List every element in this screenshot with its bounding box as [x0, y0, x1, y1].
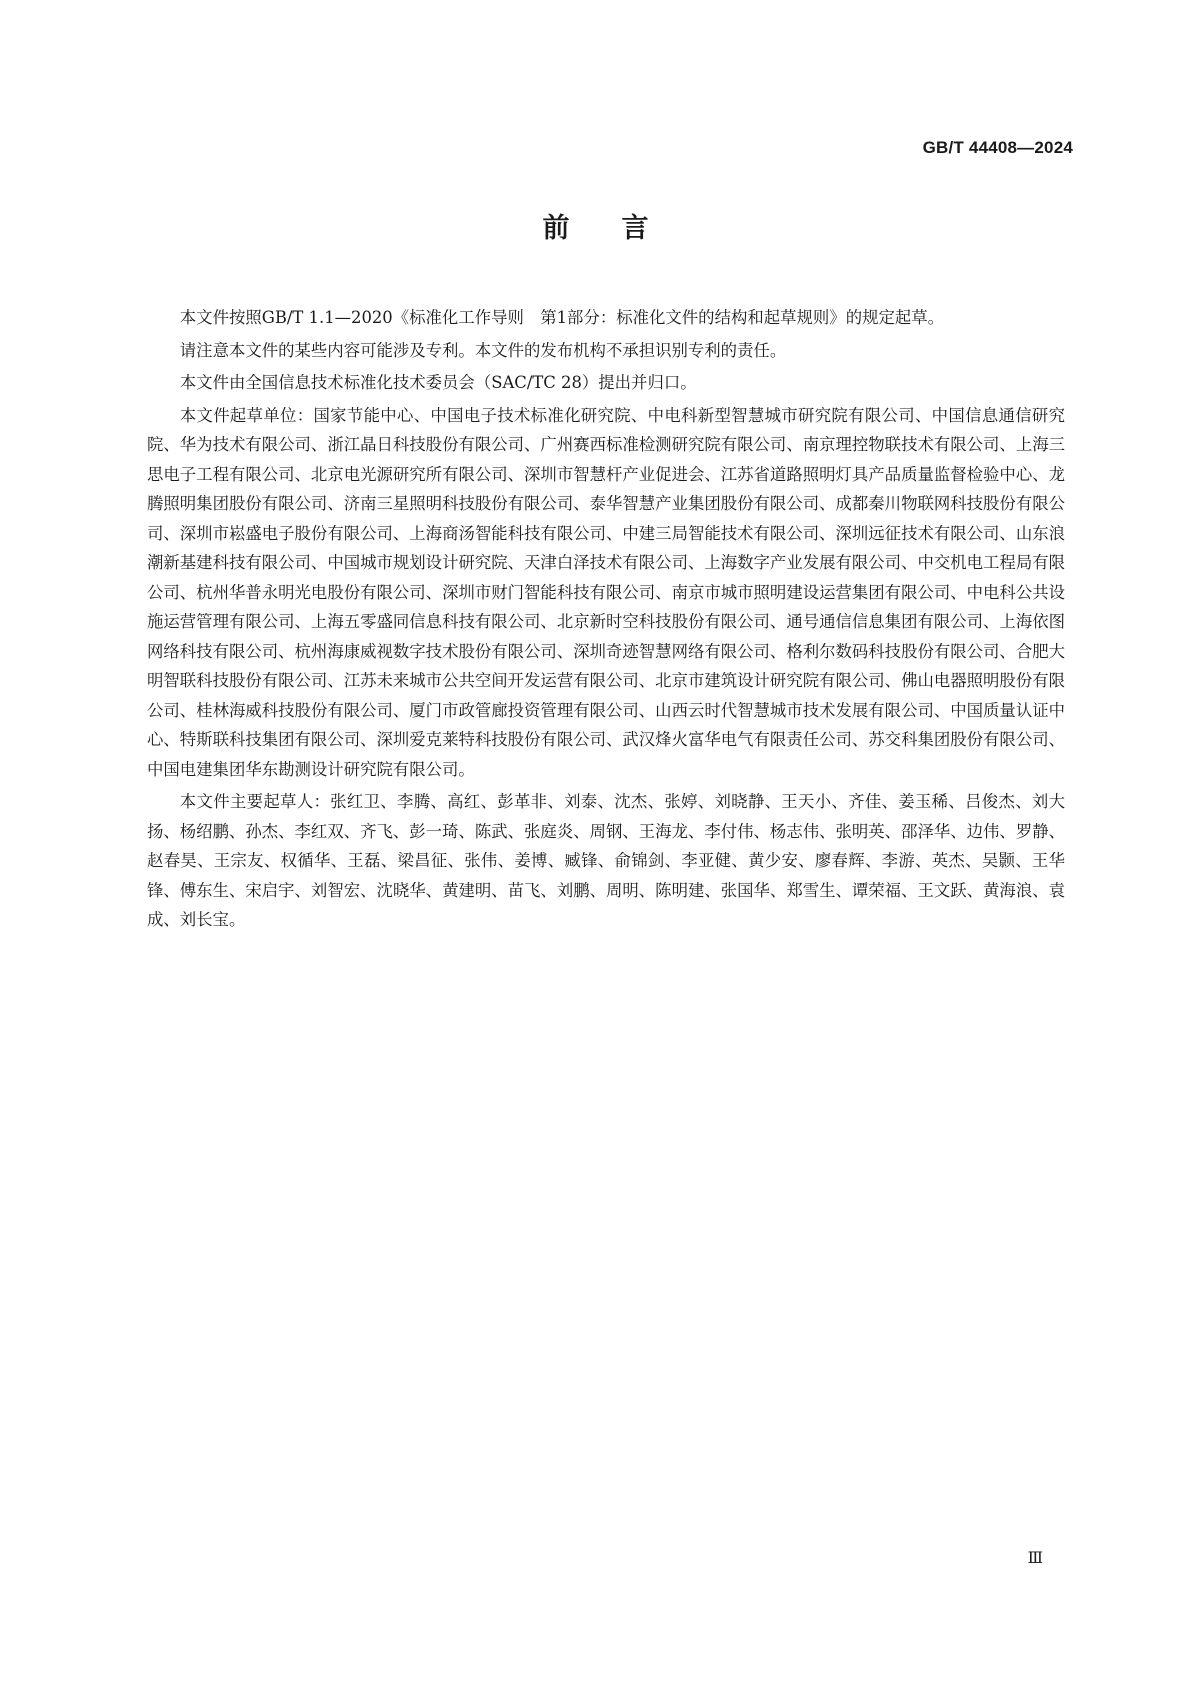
page-title: 前言: [542, 213, 701, 244]
document-body: [147, 303, 1065, 938]
paragraph-patent-notice: 请注意本文件的某些内容可能涉及专利。本文件的发布机构不承担识别专利的责任。: [179, 340, 787, 360]
standard-code: GB/T 44408—2024: [922, 138, 1073, 157]
paragraph-drafting-units: 本文件起草单位：国家节能中心、中国电子技术标准化研究院、中电科新型智慧城市研究院有限公司、中国信息通信研究院、华为技术有限公司、浙江晶日科技股份有限公司、广州赛西标准检测研究院有限公司、南京理控物联技术有限公司、上海三思电子工程有限公司、北京电光源研究所有限公司、深圳市智慧杆产业促进会、江苏省道路照明灯具产品质量监督检验中心、龙腾照明集团股份有限公司、济南三星照明科技股份有限公司、泰华智慧产业集团股份有限公司、成都秦川物联网科技股份有限公司、深圳市崧盛电子股份有限公司、上海商汤智能科技有限公司、中建三局智能技术有限公司、深圳远征技术有限公司、山东浪潮新基建科技有限公司、中国城市规划设计研究院、天津白泽技术有限公司、上海数字产业发展有限公司、中交机电工程局有限公司、杭州华普永明光电股份有限公司、深圳市财门智能科技有限公司、南京市城市照明建设运营集团有限公司、中电科公共设施运营管理有限公司、上海五零盛同信息科技有限公司、北京新时空科技股份有限公司、通号通信信息集团有限公司、上海依图网络科技有限公司、杭州海康威视数字技术股份有限公司、深圳奇迹智慧网络有限公司、格利尔数码科技股份有限公司、合肥大明智联科技股份有限公司、江苏未来城市公共空间开发运营有限公司、北京市建筑设计研究院有限公司、佛山电器照明股份有限公司、桂林海威科技股份有限公司、厦门市政管廊投资管理有限公司、山西云时代智慧城市技术发展有限公司、中国质量认证中心、特斯联科技集团有限公司、深圳爱克莱特科技股份有限公司、武汉烽火富华电气有限责任公司、苏交科集团股份有限公司、中国电建集团华东勘测设计研究院有限公司。: [147, 405, 1065, 779]
paragraph-proposer: 本文件由全国信息技术标准化技术委员会（SAC/TC 28）提出并归口。: [179, 373, 697, 392]
paragraph-drafting-rules: 本文件按照GB/T 1.1—2020《标准化工作导则 第1部分：标准化文件的结构和起草规则》的规定起草。: [179, 308, 945, 327]
page-number: Ⅲ: [1027, 1548, 1043, 1567]
paragraph-drafters: 本文件主要起草人：张红卫、李腾、高红、彭革非、刘泰、沈杰、张婷、刘晓静、王天小、齐佳、姜玉稀、吕俊杰、刘大扬、杨绍鹏、孙杰、李红双、齐飞、彭一琦、陈武、张庭炎、周钢、王海龙、李付伟、杨志伟、张明英、邵泽华、边伟、罗静、赵春昊、王宗友、权循华、王磊、梁昌征、张伟、姜博、臧锋、俞锦剑、李亚健、黄少安、廖春辉、李游、英杰、吴颢、王华锋、傅东生、宋启宇、刘智宏、沈晓华、黄建明、苗飞、刘鹏、周明、陈明建、张国华、郑雪生、谭荣福、王文跃、黄海浪、袁成、刘长宝。: [147, 792, 1065, 929]
